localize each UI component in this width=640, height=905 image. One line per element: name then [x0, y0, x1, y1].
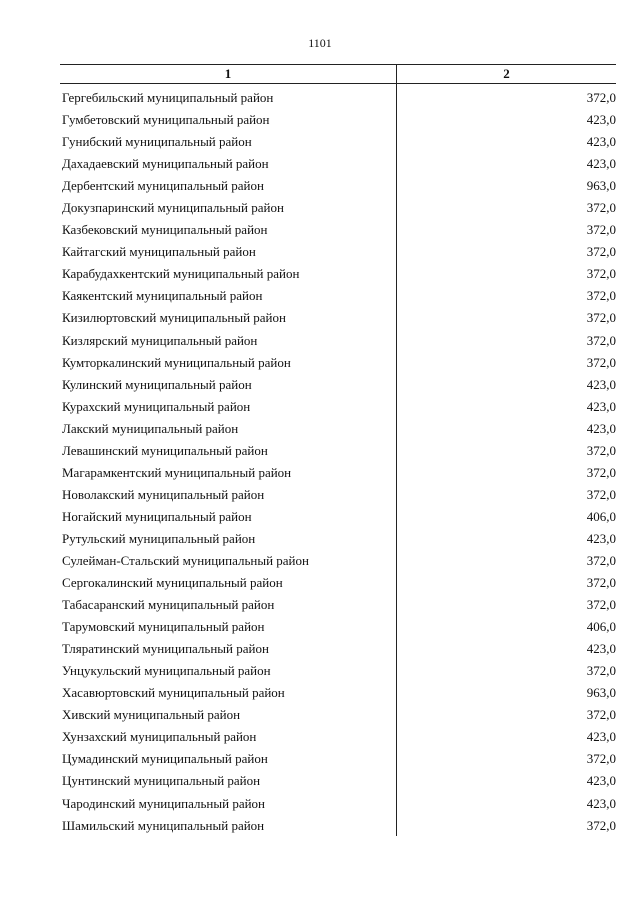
column-header-2: 2 — [503, 66, 510, 81]
district-name: Кайтагский муниципальный район — [62, 244, 256, 260]
table-row — [60, 572, 616, 594]
table-row — [60, 241, 616, 263]
district-value: 372,0 — [586, 288, 616, 304]
table-row — [60, 440, 616, 462]
district-value: 372,0 — [586, 817, 616, 833]
district-name: Докузпаринский муниципальный район — [62, 200, 284, 216]
table-row — [60, 307, 616, 329]
table-row — [60, 374, 616, 396]
district-value: 372,0 — [586, 266, 616, 282]
district-value: 372,0 — [586, 354, 616, 370]
table-row — [60, 418, 616, 440]
table-row — [60, 462, 616, 484]
district-value: 372,0 — [586, 442, 616, 458]
district-value: 423,0 — [586, 420, 616, 436]
district-value: 406,0 — [586, 508, 616, 524]
table-row — [60, 263, 616, 285]
table-row — [60, 660, 616, 682]
district-name: Дахадаевский муниципальный район — [62, 156, 269, 172]
district-name: Табасаранский муниципальный район — [62, 597, 275, 613]
table-row — [60, 550, 616, 572]
district-value: 372,0 — [586, 707, 616, 723]
district-name: Хунзахский муниципальный район — [62, 729, 257, 745]
table-row — [60, 153, 616, 175]
district-value: 423,0 — [586, 641, 616, 657]
district-name: Цумадинский муниципальный район — [62, 751, 268, 767]
table-row — [60, 197, 616, 219]
table-header — [60, 64, 616, 84]
district-name: Кулинский муниципальный район — [62, 376, 252, 392]
page-number: 1101 — [308, 36, 332, 50]
district-name: Казбековский муниципальный район — [62, 222, 268, 238]
district-name: Чародинский муниципальный район — [62, 795, 266, 811]
district-name: Тарумовский муниципальный район — [62, 619, 265, 635]
district-name: Карабудахкентский муниципальный район — [62, 266, 300, 282]
district-value: 963,0 — [586, 178, 616, 194]
table-row — [60, 793, 616, 815]
district-name: Дербентский муниципальный район — [62, 178, 264, 194]
district-value: 423,0 — [586, 729, 616, 745]
district-value: 372,0 — [586, 332, 616, 348]
table-row — [60, 748, 616, 770]
district-name: Гергебильский муниципальный район — [62, 90, 274, 105]
table-body — [60, 87, 616, 837]
district-value: 372,0 — [586, 222, 616, 238]
table-row — [60, 352, 616, 374]
table-row — [60, 594, 616, 616]
district-name: Лакский муниципальный район — [62, 420, 239, 436]
table-row — [60, 330, 616, 352]
district-name: Левашинский муниципальный район — [62, 442, 268, 458]
table-row — [60, 131, 616, 153]
district-name: Магарамкентский муниципальный район — [62, 464, 292, 480]
table-row — [60, 726, 616, 748]
district-name: Новолакский муниципальный район — [62, 486, 265, 502]
district-name: Шамильский муниципальный район — [62, 817, 265, 833]
data-table — [60, 64, 616, 836]
district-value: 372,0 — [586, 310, 616, 326]
table-row — [60, 506, 616, 528]
district-value: 372,0 — [586, 244, 616, 260]
table-row — [60, 175, 616, 197]
district-name: Кизилюртовский муниципальный район — [62, 310, 286, 326]
district-value: 423,0 — [586, 156, 616, 172]
table-row — [60, 682, 616, 704]
district-value: 372,0 — [586, 200, 616, 216]
column-header-1: 1 — [224, 66, 232, 81]
district-name: Цунтинский муниципальный район — [62, 773, 261, 789]
district-value: 423,0 — [586, 376, 616, 392]
district-name: Унцукульский муниципальный район — [62, 663, 271, 679]
district-name: Кумторкалинский муниципальный район — [62, 354, 291, 370]
district-name: Ногайский муниципальный район — [62, 508, 252, 524]
district-name: Хивский муниципальный район — [62, 707, 241, 723]
district-value: 372,0 — [586, 90, 616, 105]
table-row — [60, 528, 616, 550]
district-value: 423,0 — [586, 773, 616, 789]
district-name: Сергокалинский муниципальный район — [62, 575, 283, 591]
table-row — [60, 484, 616, 506]
district-name: Тляратинский муниципальный район — [62, 641, 269, 657]
district-value: 372,0 — [586, 486, 616, 502]
district-value: 423,0 — [586, 398, 616, 414]
table-row — [60, 285, 616, 307]
table-row — [60, 815, 616, 837]
district-value: 372,0 — [586, 663, 616, 679]
table-row — [60, 704, 616, 726]
district-value: 372,0 — [586, 464, 616, 480]
table-row — [60, 219, 616, 241]
district-name: Гунибский муниципальный район — [62, 134, 252, 150]
district-name: Хасавюртовский муниципальный район — [62, 685, 285, 701]
table-row — [60, 109, 616, 131]
table-row — [60, 770, 616, 792]
table-row — [60, 616, 616, 638]
district-name: Рутульский муниципальный район — [62, 530, 256, 546]
district-name: Гумбетовский муниципальный район — [62, 112, 270, 128]
district-name: Каякентский муниципальный район — [62, 288, 263, 304]
district-value: 406,0 — [586, 619, 616, 635]
table-row — [60, 638, 616, 660]
district-value: 423,0 — [586, 134, 616, 150]
district-value: 423,0 — [586, 112, 616, 128]
district-value: 372,0 — [586, 597, 616, 613]
district-value: 423,0 — [586, 530, 616, 546]
district-name: Кизлярский муниципальный район — [62, 332, 258, 348]
district-value: 963,0 — [586, 685, 616, 701]
district-value: 372,0 — [586, 751, 616, 767]
district-name: Курахский муниципальный район — [62, 398, 251, 414]
district-value: 372,0 — [586, 575, 616, 591]
table-row — [60, 396, 616, 418]
table-row — [60, 87, 616, 109]
district-value: 372,0 — [586, 552, 616, 568]
district-value: 423,0 — [586, 795, 616, 811]
district-name: Сулейман-Стальский муниципальный район — [62, 552, 309, 568]
